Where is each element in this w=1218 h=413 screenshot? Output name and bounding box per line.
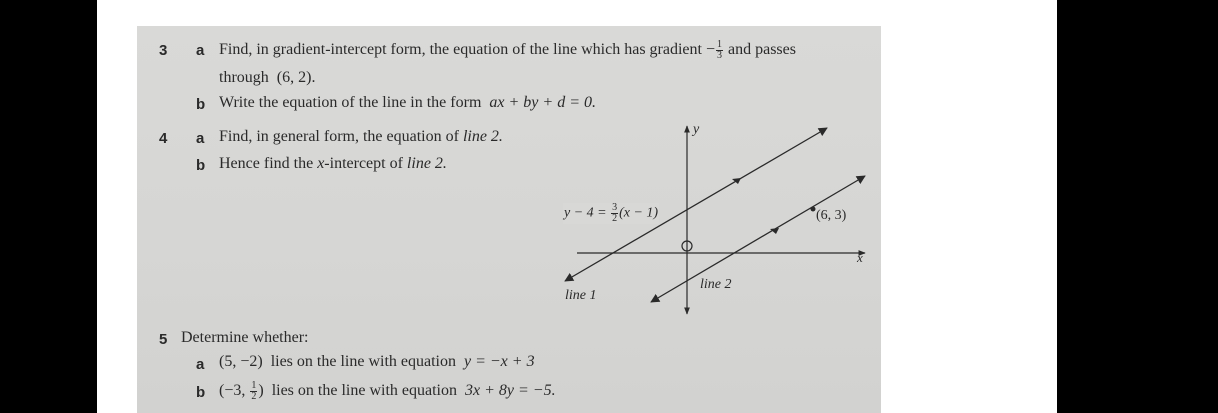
question-4b-part1: Hence find the [219,155,314,172]
line-1-equation [563,203,659,224]
question-4b-line-ref: line 2. [406,155,447,172]
question-4b-label: b [196,157,206,174]
question-5b-point-open: (−3, [219,382,246,400]
question-5b-equation: 3x + 8y = −5. [464,382,556,400]
question-5a-instruction: lies on the line with equation [270,353,456,370]
fraction-numerator: 3 [612,202,618,213]
question-5b-label: b [196,384,206,401]
fraction-denominator: 2 [251,391,257,402]
question-4-number: 4 [159,130,168,147]
question-5a-text [219,353,535,371]
question-4a-line-ref: line 2. [462,128,503,145]
question-3b-label: b [196,96,206,113]
x-axis-label: x [857,250,863,265]
line-1-label: line 1 [565,288,597,303]
question-5a-equation: y = −x + 3 [463,353,535,370]
question-5b-point-close: ) [258,382,264,400]
question-5-heading: Determine whether: [181,329,309,346]
question-3a-text-part2: and passes [728,41,796,59]
equation-left-side: y − 4 = [564,205,607,221]
question-3b-instruction: Write the equation of the line in the form [219,94,482,111]
fraction-one-half [250,381,257,402]
left-black-band [0,0,97,413]
line-2 [651,176,865,302]
question-3b-equation: ax + by + d = 0. [489,94,596,111]
question-4a-instruction: Find, in general form, the equation of [219,128,459,145]
question-4a-label: a [196,130,205,147]
minus-sign: − [705,41,715,59]
question-5a-label: a [196,356,205,373]
question-3a-point: (6, 2). [276,69,316,86]
point-6-3 [811,207,816,212]
fraction-numerator: 1 [251,380,257,391]
fraction-denominator: 2 [612,213,618,224]
y-axis-label: y [693,122,700,137]
right-black-band [1057,0,1218,413]
question-3a-through: through [219,69,269,86]
question-3a-label: a [196,42,205,59]
question-5a-point: (5, −2) [219,353,263,370]
equation-right-side: (x − 1) [619,205,659,221]
question-4b-part2: -intercept of [324,155,403,172]
textbook-page [137,26,881,413]
line-2-label: line 2 [700,277,732,292]
point-label: (6, 3) [816,208,847,223]
question-3a-text-part1: Find, in gradient-intercept form, the equation of the line which has gradient [219,41,702,59]
question-4b-variable: x [317,155,325,172]
question-3-number: 3 [159,42,168,59]
fraction-denominator: 3 [717,50,722,61]
fraction-three-halves [611,203,618,224]
question-5b-text [219,381,556,402]
question-5b-instruction: lies on the line with equation [271,382,457,400]
fraction-numerator: 1 [717,39,722,50]
question-5-number: 5 [159,331,168,348]
